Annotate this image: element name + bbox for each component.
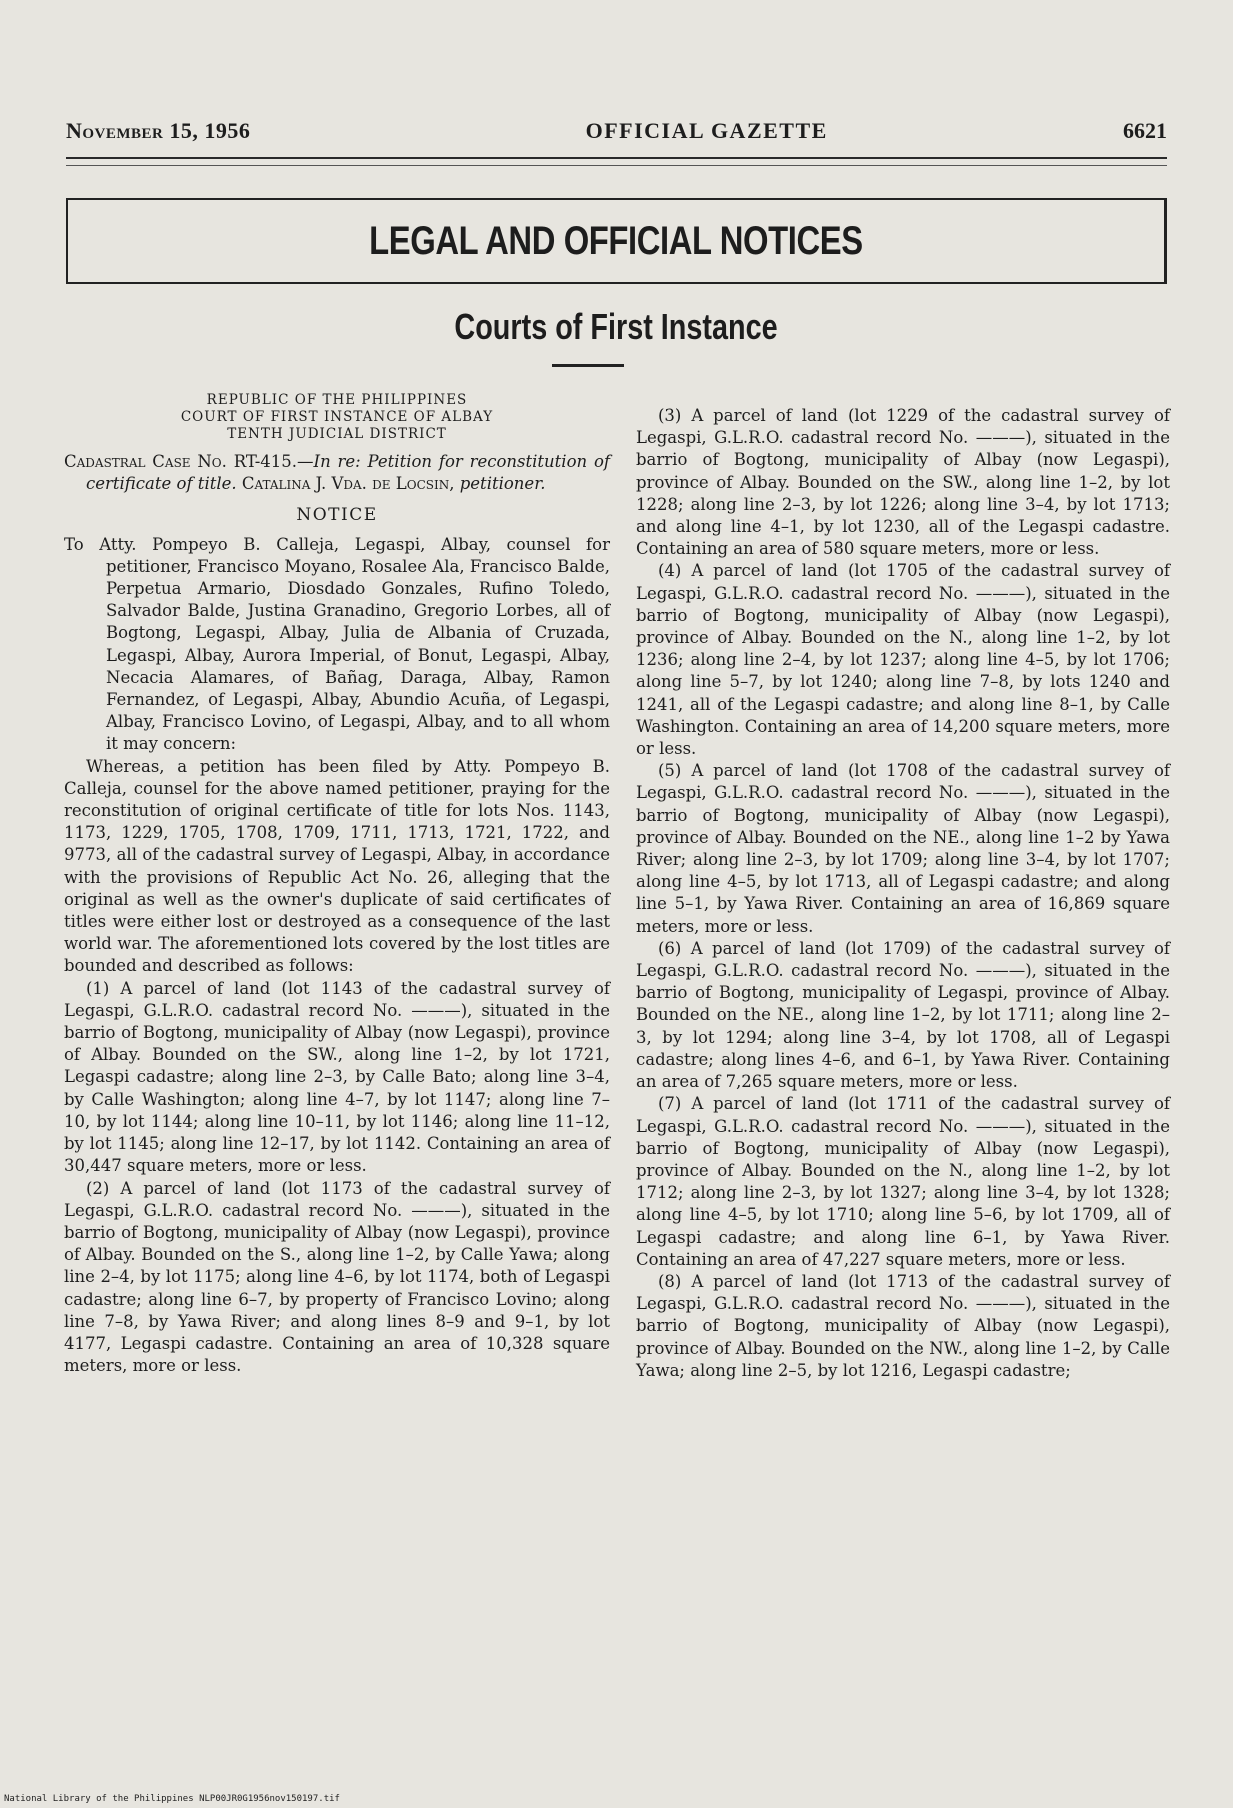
section-divider	[552, 364, 624, 367]
whereas-paragraph: Whereas, a petition has been filed by Atty. Pompeyo B. Calleja, counsel for the above named petitioner, praying for the reconstitution of original certificate of title for lots Nos. 1143, 1173, 1229, 1705, 1708, 1709, 1711, 1713, 1721, 1722, and 9773, all of the cadastral survey of Legaspi, Albay, in accordance with the provisions of Republic Act No. 26, alleging that the original as well as the owner's duplicate of said certificates of titles were either lost or destroyed as a consequence of the last world war. The aforementioned lots covered by the lost titles are bounded and described as follows:	[64, 756, 610, 976]
section-title	[0, 306, 1233, 348]
notices-banner	[66, 198, 1167, 284]
addressees: To Atty. Pompeyo B. Calleja, Legaspi, Albay, counsel for petitioner, Francisco Moyano, Rosalee Ala, Francisco Balde, Perpetua Armario, Diosdado Gonzales, Rufino Toledo, Salvador Balde, Justina Granadino, Gregorio Lorbes, all of Bogtong, Legaspi, Albay, Julia de Albania of Cruzada, Legaspi, Albay, Aurora Imperial, of Bonut, Legaspi, Albay, Necacia Alamares, of Bañag, Daraga, Albay, Ramon Fernandez, of Legaspi, Albay, Abundio Acuña, of Legaspi, Albay, Francisco Lovino, of Legaspi, Albay, and to all whom it may concern:	[64, 534, 610, 754]
notice-heading: NOTICE	[296, 505, 378, 526]
running-head	[66, 118, 1167, 144]
parcel-paragraph: (6) A parcel of land (lot 1709) of the cadastral survey of Legaspi, G.L.R.O. cadastral record No. ———), situated in the barrio of Bogtong, municipality of Legaspi, province of Albay. Bounded on the NE., along line 1–2, by lot 1711; along line 2–3, by lot 1294; along line 3–4, by lot 1708, all of Legaspi cadastre; along lines 4–6, and 6–1, by Yawa River. Containing an area of 7,265 square meters, more or less.	[636, 938, 1170, 1092]
parcel-paragraph: (4) A parcel of land (lot 1705 of the cadastral survey of Legaspi, G.L.R.O. cadastral record No. ———), situated in the barrio of Bogtong, municipality of Albay (now Legaspi), province of Albay. Bounded on the N., along line 1–2, by lot 1236; along line 2–4, by lot 1237; along line 4–5, by lot 1706; along line 5–7, by lot 1240; along line 7–8, by lots 1240 and 1241, all of the Legaspi cadastre; and along line 8–1, by Calle Washington. Containing an area of 14,200 square meters, more or less.	[636, 561, 1170, 759]
parcel-paragraph: (2) A parcel of land (lot 1173 of the cadastral survey of Legaspi, G.L.R.O. cadastral record No. ———), situated in the barrio of Bogtong, municipality of Albay (now Legaspi), province of Albay. Bounded on the S., along line 1–2, by Calle Yawa; along line 2–4, by lot 1175; along line 4–6, by lot 1174, both of Legaspi cadastre; along line 6–7, by property of Francisco Lovino; along line 7–8, by Yawa River; and along lines 8–9 and 9–1, by lot 4177, Legaspi cadastre. Containing an area of 10,328 square meters, more or less.	[64, 1178, 610, 1376]
caption-line: REPUBLIC OF THE PHILIPPINES	[206, 392, 468, 408]
parcel-paragraph: (7) A parcel of land (lot 1711 of the cadastral survey of Legaspi, G.L.R.O. cadastral record No. ———), situated in the barrio of Bogtong, municipality of Albay (now Legaspi), province of Albay. Bounded on the N., along line 1–2, by lot 1712; along line 2–3, by lot 1327; along line 3–4, by lot 1328; along line 4–5, by lot 1710; along line 5–6, by lot 1709, all of Legaspi cadastre; and along line 6–1, by Yawa River. Containing an area of 47,227 square meters, more or less.	[636, 1094, 1170, 1269]
section-title-text: Courts of First Instance	[454, 306, 779, 347]
petitioner-role: petitioner.	[459, 474, 546, 494]
issue-date: November 15, 1956	[66, 118, 251, 143]
caption-line: TENTH JUDICIAL DISTRICT	[227, 426, 447, 442]
scan-footer: National Library of the Philippines NLP00JR0G1956nov150197.tif	[4, 1794, 340, 1804]
parcel-paragraph: (3) A parcel of land (lot 1229 of the cadastral survey of Legaspi, G.L.R.O. cadastral record No. ———), situated in the barrio of Bogtong, municipality of Albay (now Legaspi), province of Albay. Bounded on the SW., along line 1–2, by lot 1228; along line 2–3, by lot 1226; along line 3–4, by lot 1713; and along line 4–1, by lot 1230, all of the Legaspi cadastre. Containing an area of 580 square meters, more or less.	[636, 406, 1170, 559]
right-column	[636, 405, 1170, 1382]
header-rule-thin	[66, 165, 1167, 166]
petitioner-name: Catalina J. Vda. de Locsin,	[241, 474, 455, 494]
court-caption	[64, 392, 610, 443]
parcel-paragraph: (5) A parcel of land (lot 1708 of the cadastral survey of Legaspi, G.L.R.O. cadastral record No. ———), situated in the barrio of Bogtong, municipality of Albay (now Legaspi), province of Albay. Bounded on the NE., along line 1–2 by Yawa River; along line 2–3, by lot 1709; along line 3–4, by lot 1707; along line 4–5, by lot 1713, all of Legaspi cadastre; and along line 5–1, by Yawa River. Containing an area of 16,869 square meters, more or less.	[636, 761, 1170, 936]
case-heading	[64, 451, 610, 495]
page-number: 6621	[1123, 118, 1167, 143]
header-rule	[66, 157, 1167, 159]
parcel-paragraph: (8) A parcel of land (lot 1713 of the cadastral survey of Legaspi, G.L.R.O. cadastral record No. ———), situated in the barrio of Bogtong, municipality of Albay (now Legaspi), province of Albay. Bounded on the NW., along line 1–2, by Calle Yawa; along line 2–5, by lot 1216, Legaspi cadastre;	[636, 1271, 1170, 1380]
publication-title: OFFICIAL GAZETTE	[585, 118, 828, 143]
banner-title: LEGAL AND OFFICIAL NOTICES	[369, 218, 863, 263]
case-label: Cadastral Case No. RT-415.	[64, 452, 298, 471]
parcel-paragraph: (1) A parcel of land (lot 1143 of the cadastral survey of Legaspi, G.L.R.O. cadastral record No. ———), situated in the barrio of Bogtong, municipality of Albay (now Legaspi), province of Albay. Bounded on the SW., along line 1–2, by lot 1721, Legaspi cadastre; along line 2–3, by Calle Bato; along line 3–4, by Calle Washington; along line 4–7, by lot 1147; along line 7–10, by lot 1144; along line 10–11, by lot 1146; along line 11–12, by lot 1145; along line 12–17, by lot 1142. Containing an area of 30,447 square meters, more or less.	[64, 978, 610, 1176]
case-subject: —In re: Petition for reconstitution of certificate of title.	[86, 452, 611, 494]
caption-line: COURT OF FIRST INSTANCE OF ALBAY	[180, 409, 494, 425]
left-column	[64, 392, 610, 1377]
